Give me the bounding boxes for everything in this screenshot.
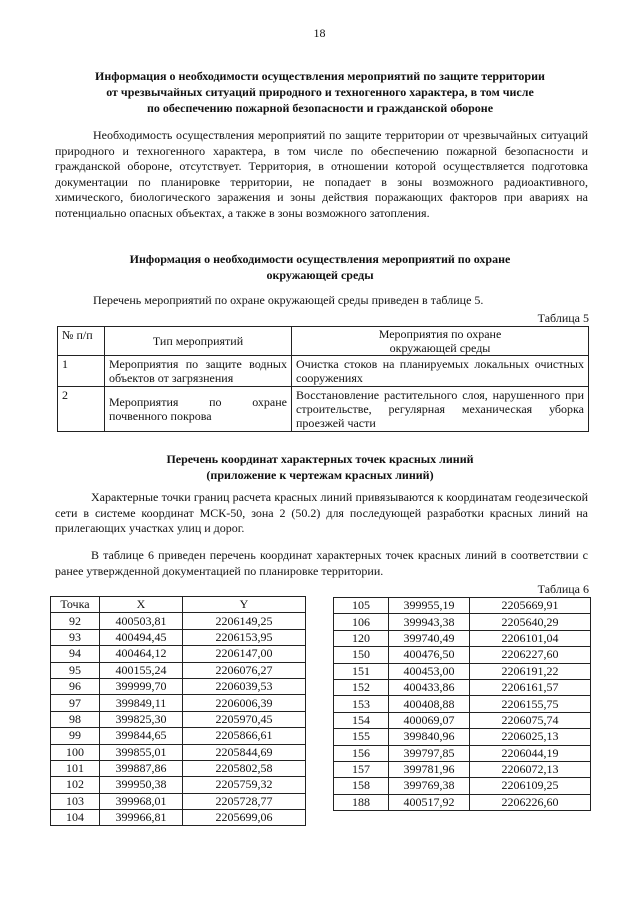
section2-intro: Перечень мероприятий по охране окружающей среды приведен в таблице 5. xyxy=(93,293,484,307)
y-cell: 2206072,13 xyxy=(470,761,591,777)
point-cell: 154 xyxy=(334,712,389,728)
point-cell: 120 xyxy=(334,630,389,646)
point-cell: 94 xyxy=(51,646,100,662)
y-cell: 2206006,39 xyxy=(183,695,306,711)
x-cell: 400464,12 xyxy=(100,646,183,662)
table-row xyxy=(58,356,589,387)
section3-paragraph1: Характерные точки границ расчета красных линий привязываются к координатам геодезической сети в системе координат МСК-50, зона 2 (50.2) для последующей разработки красных линий на прилегающих участках улиц и дорог. xyxy=(55,490,588,536)
table-row xyxy=(51,646,306,662)
table-row xyxy=(51,695,306,711)
title-line: от чрезвычайных ситуаций природного и техногенного характера, в том числе xyxy=(106,85,534,99)
x-cell: 400517,92 xyxy=(389,794,470,810)
x-cell: 399968,01 xyxy=(100,793,183,809)
x-cell: 399999,70 xyxy=(100,678,183,694)
table5-label: Таблица 5 xyxy=(537,311,589,325)
x-cell: 399849,11 xyxy=(100,695,183,711)
cell: Мероприятия по охране почвенного покрова xyxy=(105,387,292,432)
point-cell: 156 xyxy=(334,745,389,761)
table-row xyxy=(334,696,591,712)
table-row xyxy=(334,647,591,663)
header-cell: № п/п xyxy=(58,327,105,356)
y-cell: 2205802,58 xyxy=(183,760,306,776)
y-cell: 2206039,53 xyxy=(183,678,306,694)
y-cell: 2206227,60 xyxy=(470,647,591,663)
title-line: (приложение к чертежам красных линий) xyxy=(206,468,434,482)
y-cell: 2205728,77 xyxy=(183,793,306,809)
y-cell: 2205844,69 xyxy=(183,744,306,760)
table-row xyxy=(51,678,306,694)
x-cell: 399825,30 xyxy=(100,711,183,727)
x-cell: 399950,38 xyxy=(100,777,183,793)
point-cell: 151 xyxy=(334,663,389,679)
x-cell: 399855,01 xyxy=(100,744,183,760)
y-cell: 2206025,13 xyxy=(470,729,591,745)
x-cell: 399769,38 xyxy=(389,778,470,794)
table-6-left xyxy=(50,596,306,826)
y-cell: 2206044,19 xyxy=(470,745,591,761)
section1-paragraph: Необходимость осуществления мероприятий по защите территории от чрезвычайных ситуаций природного и техногенного характера, в том числе по обеспечению пожарной безопасности и гражданской обороне, отсутствует. Территория, в отношении которой осуществляется подготовка документации по планировке территории, не попадает в зоны возможного радиоактивного, химического, биологического заражения и зоны действия поражающих факторов при авариях на потенциально опасных объектах, а также в зоны возможного затопления. xyxy=(55,128,588,220)
cell: 2 xyxy=(58,387,105,432)
table-row xyxy=(51,760,306,776)
point-cell: 188 xyxy=(334,794,389,810)
point-cell: 96 xyxy=(51,678,100,694)
table-row xyxy=(51,711,306,727)
x-cell: 399943,38 xyxy=(389,614,470,630)
table-row xyxy=(334,745,591,761)
y-cell: 2206101,04 xyxy=(470,630,591,646)
table-6-right xyxy=(333,597,591,811)
cell: Восстановление растительного слоя, нарушенного при строительстве, регулярная механическая уборка проезжей части xyxy=(292,387,589,432)
header-cell: Мероприятия по охране окружающей среды xyxy=(292,327,589,356)
table-5 xyxy=(57,326,589,432)
table-row xyxy=(334,761,591,777)
x-cell: 400476,50 xyxy=(389,647,470,663)
y-cell: 2205970,45 xyxy=(183,711,306,727)
table6-label: Таблица 6 xyxy=(537,582,589,596)
y-cell: 2206191,22 xyxy=(470,663,591,679)
section3-paragraph2: В таблице 6 приведен перечень координат характерных точек красных линий в соответствии с ранее утвержденной документацией по планировке территории. xyxy=(55,548,588,578)
point-cell: 102 xyxy=(51,777,100,793)
table-row xyxy=(51,810,306,826)
y-cell: 2206226,60 xyxy=(470,794,591,810)
point-cell: 155 xyxy=(334,729,389,745)
point-cell: 95 xyxy=(51,662,100,678)
x-cell: 399955,19 xyxy=(389,598,470,614)
x-cell: 400069,07 xyxy=(389,712,470,728)
page-number: 18 xyxy=(313,26,326,40)
x-cell: 400155,24 xyxy=(100,662,183,678)
table-row xyxy=(334,712,591,728)
header-cell: Y xyxy=(183,597,306,613)
x-cell: 400503,81 xyxy=(100,613,183,629)
section3-title xyxy=(40,451,600,483)
point-cell: 157 xyxy=(334,761,389,777)
table-row xyxy=(334,679,591,695)
point-cell: 100 xyxy=(51,744,100,760)
x-cell: 400453,00 xyxy=(389,663,470,679)
table-row xyxy=(334,778,591,794)
x-cell: 399966,81 xyxy=(100,810,183,826)
y-cell: 2206075,74 xyxy=(470,712,591,728)
table-row xyxy=(51,662,306,678)
title-line: Информация о необходимости осуществления мероприятий по охране xyxy=(129,252,511,266)
x-cell: 400433,86 xyxy=(389,679,470,695)
y-cell: 2205669,91 xyxy=(470,598,591,614)
y-cell: 2206149,25 xyxy=(183,613,306,629)
point-cell: 104 xyxy=(51,810,100,826)
title-line: окружающей среды xyxy=(266,268,374,282)
table-row xyxy=(334,630,591,646)
point-cell: 158 xyxy=(334,778,389,794)
y-cell: 2206153,95 xyxy=(183,629,306,645)
y-cell: 2206076,27 xyxy=(183,662,306,678)
table-row xyxy=(334,663,591,679)
table-row xyxy=(58,387,589,432)
x-cell: 400494,45 xyxy=(100,629,183,645)
header-cell: X xyxy=(100,597,183,613)
table-header xyxy=(58,327,589,356)
table-row xyxy=(51,793,306,809)
table-row xyxy=(51,728,306,744)
x-cell: 400408,88 xyxy=(389,696,470,712)
section1-title xyxy=(40,68,600,116)
x-cell: 399887,86 xyxy=(100,760,183,776)
x-cell: 399781,96 xyxy=(389,761,470,777)
table-row xyxy=(51,777,306,793)
header-cell: Точка xyxy=(51,597,100,613)
x-cell: 399797,85 xyxy=(389,745,470,761)
x-cell: 399844,65 xyxy=(100,728,183,744)
cell: Мероприятия по защите водных объектов от загрязнения xyxy=(105,356,292,387)
y-cell: 2205699,06 xyxy=(183,810,306,826)
x-cell: 399740,49 xyxy=(389,630,470,646)
table-row xyxy=(51,613,306,629)
point-cell: 101 xyxy=(51,760,100,776)
table-row xyxy=(334,794,591,810)
cell: Очистка стоков на планируемых локальных очистных сооружениях xyxy=(292,356,589,387)
point-cell: 152 xyxy=(334,679,389,695)
y-cell: 2206155,75 xyxy=(470,696,591,712)
point-cell: 99 xyxy=(51,728,100,744)
y-cell: 2205866,61 xyxy=(183,728,306,744)
title-line: Перечень координат характерных точек красных линий xyxy=(166,452,474,466)
point-cell: 150 xyxy=(334,647,389,663)
table-row xyxy=(51,744,306,760)
y-cell: 2205640,29 xyxy=(470,614,591,630)
table-header xyxy=(51,597,306,613)
header-cell: Тип мероприятий xyxy=(105,327,292,356)
table-row xyxy=(334,729,591,745)
section2-title xyxy=(40,251,600,283)
point-cell: 93 xyxy=(51,629,100,645)
y-cell: 2206109,25 xyxy=(470,778,591,794)
point-cell: 98 xyxy=(51,711,100,727)
table-row xyxy=(334,614,591,630)
point-cell: 153 xyxy=(334,696,389,712)
table-row xyxy=(51,629,306,645)
point-cell: 105 xyxy=(334,598,389,614)
point-cell: 103 xyxy=(51,793,100,809)
y-cell: 2206161,57 xyxy=(470,679,591,695)
y-cell: 2205759,32 xyxy=(183,777,306,793)
point-cell: 97 xyxy=(51,695,100,711)
title-line: Информация о необходимости осуществления мероприятий по защите территории xyxy=(95,69,545,83)
title-line: по обеспечению пожарной безопасности и гражданской обороне xyxy=(146,101,494,115)
x-cell: 399840,96 xyxy=(389,729,470,745)
y-cell: 2206147,00 xyxy=(183,646,306,662)
table-row xyxy=(334,598,591,614)
cell: 1 xyxy=(58,356,105,387)
point-cell: 92 xyxy=(51,613,100,629)
point-cell: 106 xyxy=(334,614,389,630)
